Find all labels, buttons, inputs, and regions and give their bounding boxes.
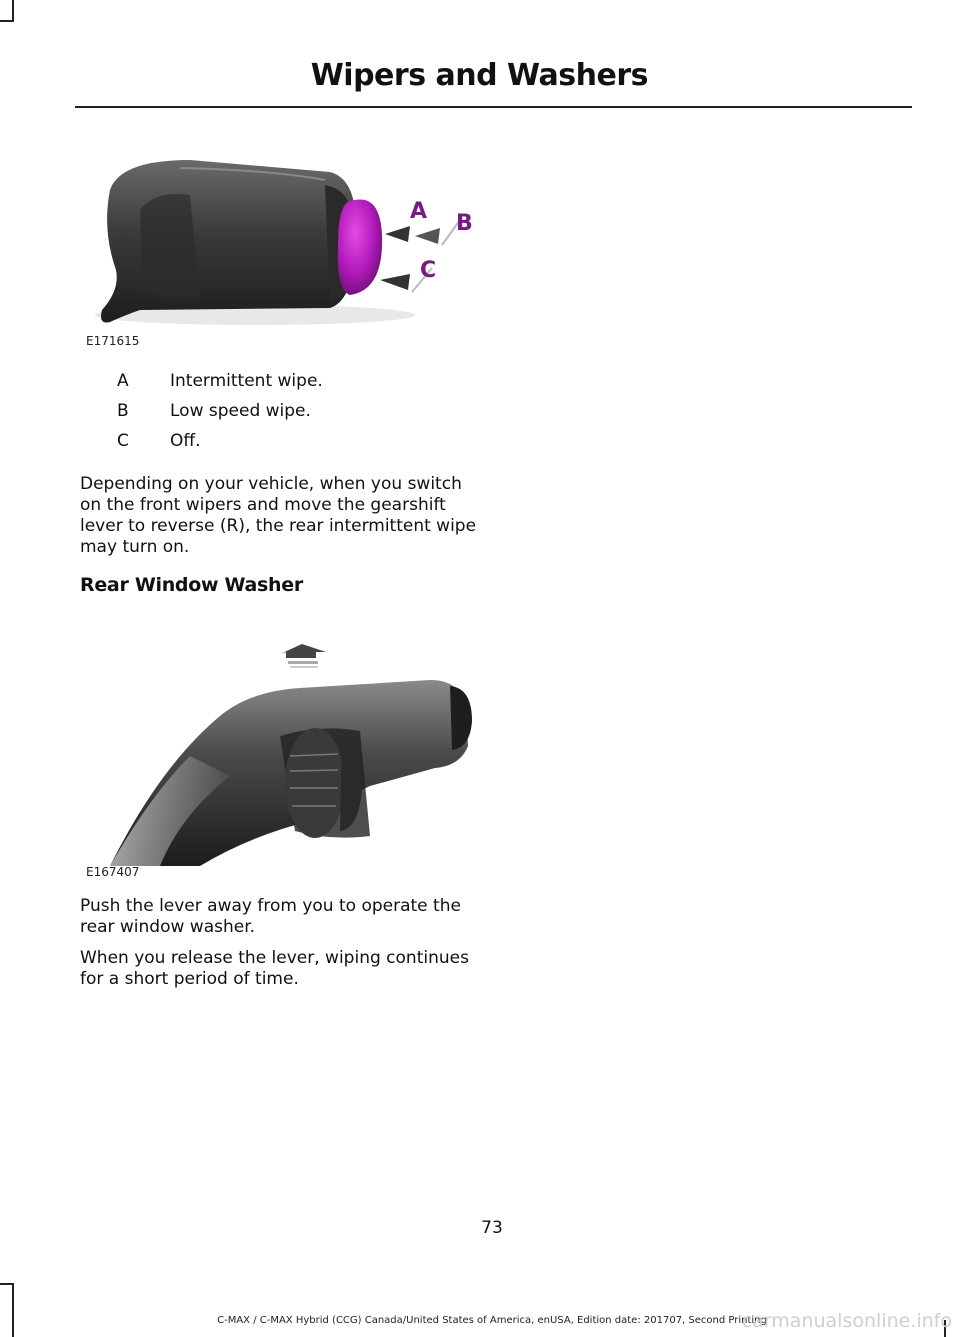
legend-row <box>117 396 497 426</box>
legend-text: Off. <box>170 431 201 451</box>
callout-b: B <box>456 211 473 236</box>
figure-code: E171615 <box>86 334 140 348</box>
legend-key: B <box>117 401 129 421</box>
watermark: carmanualsonline.info <box>741 1310 952 1332</box>
rear-washer-lever-illustration <box>80 636 480 866</box>
legend-text: Low speed wipe. <box>170 401 311 421</box>
callout-c: C <box>420 258 437 283</box>
legend-key: C <box>117 431 129 451</box>
callout-legend <box>117 366 497 456</box>
footer-edition-info: C-MAX / C-MAX Hybrid (CCG) Canada/United States of America, enUSA, Edition date: 201707, Second Printing <box>217 1315 767 1326</box>
figure-code: E167407 <box>86 865 140 879</box>
legend-key: A <box>117 371 129 391</box>
legend-row <box>117 366 497 396</box>
crop-mark-top-left-h <box>0 20 14 22</box>
page-title: Wipers and Washers <box>310 58 648 93</box>
header-divider <box>75 106 912 108</box>
page-number: 73 <box>481 1218 503 1238</box>
crop-mark-top-left-v <box>12 0 14 20</box>
body-paragraph: Push the lever away from you to operate the rear window washer. <box>80 896 461 937</box>
crop-mark-bottom-left-h <box>0 1283 14 1285</box>
legend-text: Intermittent wipe. <box>170 371 323 391</box>
figure-wiper-knob <box>80 150 480 350</box>
body-paragraph: Depending on your vehicle, when you switch on the front wipers and move the gearshift lever to reverse (R), the rear intermittent wipe may turn on. <box>80 474 477 557</box>
figure-rear-washer-lever <box>80 636 480 881</box>
callout-a: A <box>410 199 428 224</box>
section-heading: Rear Window Washer <box>80 574 303 596</box>
body-paragraph: When you release the lever, wiping continues for a short period of time. <box>80 948 469 989</box>
wiper-knob-illustration <box>80 150 480 330</box>
legend-row <box>117 426 497 456</box>
crop-mark-bottom-left-v <box>12 1283 14 1337</box>
